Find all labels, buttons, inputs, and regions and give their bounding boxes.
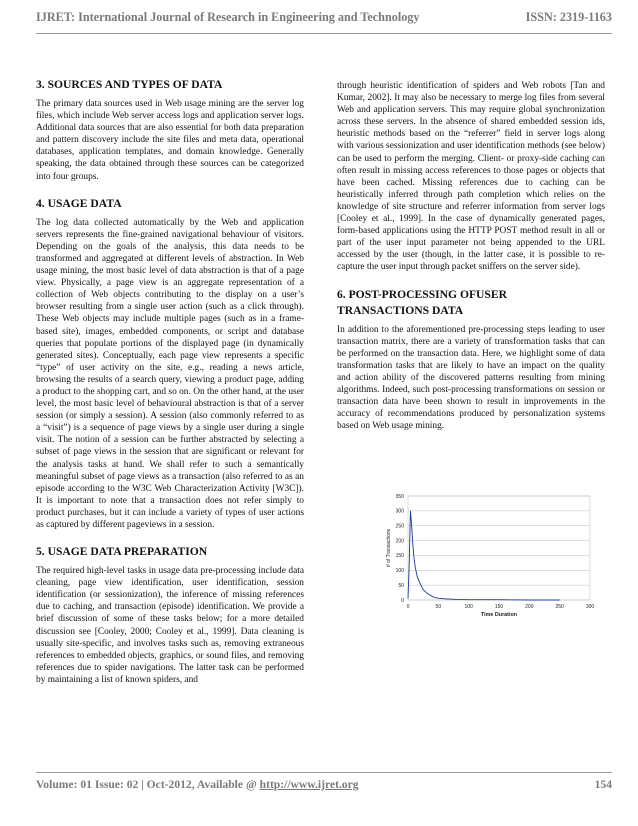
y-tick-label: 300 [395, 508, 404, 515]
y-axis-label: # of Transactions [386, 528, 392, 568]
x-tick-label: 300 [585, 604, 595, 610]
section-5-continued-body: through heuristic identification of spiders and Web robots [Tan and Kumar, 2002]. It may also be necessary to merge log files from several Web and application servers. This may require global synchronization across these servers. In the absence of shared embedded session ids, heuristic methods based on the “referrer” field in server logs along with various sessionization and user identification methods (see below) can be used to perform the merging. Client- or proxy-side caching can often result in missing access references to those pages or objects that have been cached. Missing references due to caching can be heuristically inferred through path completion which relies on the knowledge of site structure and referrer information from server logs [Cooley et al., 1999]. In the case of dynamically generated pages, form-based applications using the HTTP POST method result in all or part of the user input parameter not being appended to the URL accessed by the user (though, in the latter case, it is possible to re-capture the user input through packet sniffers on the server side). [337, 81, 605, 273]
chart-grid [408, 496, 590, 600]
y-tick-labels [396, 494, 405, 604]
y-tick-label: 250 [395, 523, 404, 530]
section-6-title-line2: TRANSACTIONS DATA [337, 303, 464, 317]
running-footer [36, 778, 612, 791]
section-3 [36, 78, 304, 183]
right-column [337, 80, 605, 446]
footer-volume [36, 778, 359, 791]
section-4 [36, 197, 304, 531]
footer-volume-text: Volume: 01 Issue: 02 | Oct-2012, Available @ [36, 778, 260, 791]
y-tick-label: 350 [395, 493, 404, 500]
section-5-body: The required high-level tasks in usage data pre-processing include data cleaning, page view identification, user identification, session identification (or sessionization), the inference of missing references due to caching, and transaction (episode) identification. We provide a brief discussion of some of these tasks below; for a more detailed discussion see [Cooley, 2000; Cooley et al., 1999]. Data cleaning is usually site-specific, and involves tasks such as, removing extraneous references to embedded objects, graphics, or sound files, and removing references due to spider navigations. The latter task can be performed by maintaining a list of known spiders, and [36, 566, 304, 685]
x-tick-label: 0 [406, 604, 410, 610]
journal-title: IJRET: International Journal of Research in Engineering and Technology [36, 10, 420, 24]
x-axis-label: Time Duration [480, 612, 518, 618]
section-4-body: The log data collected automatically by the Web and application servers represents the fine-grained navigational behaviour of visitors. Depending on the goals of the analysis, this data needs to be transformed and aggregated at different levels of abstraction. In Web usage mining, the most basic level of data abstraction is that of a page view. Physically, a page view is an aggregate representation of a collection of Web objects contributing to the display on a user’s browser resulting from a single user action (such as a click through). These Web objects may include multiple pages (such as in a frame-based site), images, embedded components, or script and database queries that populate portions of the displayed page (in dynamically generated sites). Conceptually, each page view represents a specific “type” of user activity on the site, e.g., reading a news article, browsing the results of a search query, viewing a product page, adding a product to the shopping cart, and so on. On the other hand, at the user level, the most basic level of behavioural abstraction is that of a server session (or simply a session). A session (also commonly referred to as a “visit”) is a sequence of page views by a single user during a single visit. The notion of a session can be further abstracted by selecting a subset of page views in the session that are significant or relevant for the analysis tasks at hand. We shall refer to such a semantically meaningful subset of page views as a transaction (also referred to as an episode according to the W3C Web Characterization Activity [W3C]). It is important to note that a transaction does not refer simply to product purchases, but it can include a variety of types of user actions as captured by different pageviews in a session. [36, 217, 304, 530]
y-tick-label: 0 [401, 597, 404, 604]
section-5 [36, 545, 304, 686]
section-6-title-line1: 6. POST-PROCESSING OFUSER [337, 287, 507, 301]
x-tick-labels [407, 604, 595, 610]
plot-area [408, 496, 590, 600]
running-header [36, 10, 612, 32]
journal-link[interactable]: http://www.ijret.org [259, 778, 359, 791]
section-3-title: 3. SOURCES AND TYPES OF DATA [36, 78, 223, 91]
left-column [36, 78, 304, 700]
section-4-title: 4. USAGE DATA [36, 196, 122, 210]
x-tick-label: 100 [464, 604, 473, 610]
section-6 [337, 288, 605, 433]
section-6-body: In addition to the aforementioned pre-processing steps leading to user transaction matrix, there are a variety of transformation tasks that can be performed on the transaction data. Here, we highlight some of data transformation tasks that are likely to have an impact on the quality and action ability of the discovered patterns resulting from mining algorithms. Indeed, such post-processing transformations on session or transaction data have been shown to result in improvements in the accuracy of recommendations produced by personalization systems based on Web usage mining. [337, 324, 605, 432]
y-tick-label: 50 [398, 582, 404, 589]
issn: ISSN: 2319-1163 [525, 10, 612, 24]
header-rule [36, 33, 612, 34]
x-tick-label: 200 [525, 604, 534, 610]
y-tick-label: 150 [395, 553, 404, 560]
x-tick-label: 250 [555, 604, 564, 610]
section-5-continued [337, 80, 605, 274]
y-tick-label: 100 [395, 568, 404, 575]
x-tick-label: 50 [435, 604, 442, 610]
transaction-duration-chart [378, 488, 600, 622]
section-3-body: The primary data sources used in Web usage mining are the server log files, which include Web server access logs and application server logs. Additional data sources that are also essential for both data preparation and pattern discovery include the site files and meta data, operational databases, application templates, and domain knowledge. Generally speaking, the data obtained through these sources can be categorized into four groups. [36, 99, 304, 182]
footer-rule [36, 772, 612, 773]
y-tick-label: 200 [395, 538, 404, 545]
page-number: 154 [594, 778, 612, 791]
section-5-title: 5. USAGE DATA PREPARATION [36, 545, 208, 559]
x-tick-label: 150 [494, 604, 504, 610]
